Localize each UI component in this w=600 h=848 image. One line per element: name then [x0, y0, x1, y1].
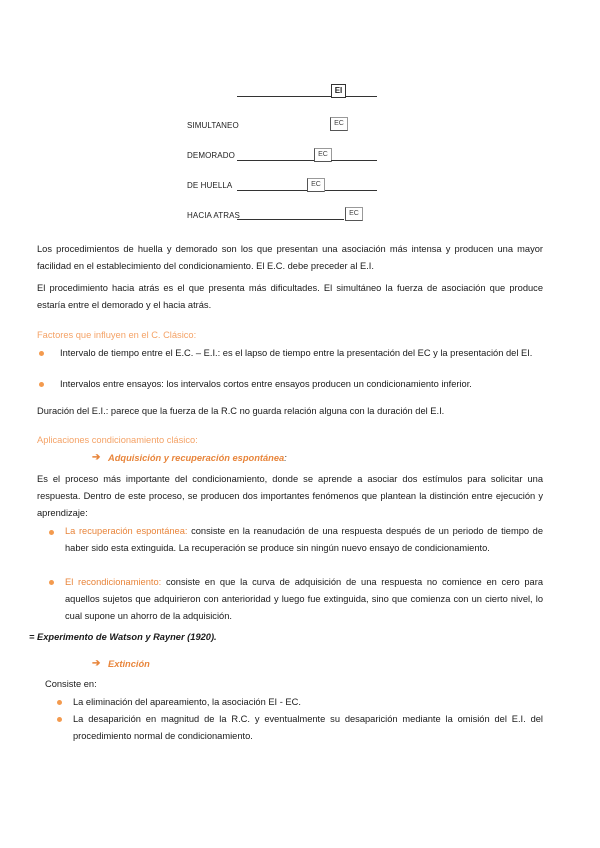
bullet-icon	[39, 351, 44, 356]
ei-timeline	[237, 96, 331, 97]
bullet-icon	[57, 700, 62, 705]
bullet-icon	[49, 530, 54, 535]
row-box-hacia-atras: EC	[345, 207, 363, 221]
paragraph-huella-demorado: Los procedimientos de huella y demorado son los que presentan una asociación más intensa y producen una mayor facilidad en el establecimiento del condicionamiento. El E.C. debe preceder al E.I.	[37, 244, 543, 271]
row-box-demorado: EC	[314, 148, 332, 162]
row-line-de-huella-tail	[325, 190, 377, 191]
extincion-item-desaparicion: La desaparición en magnitud de la R.C. y eventualmente su desaparición mediante la omisión del E.I. del procedimiento normal de condicionamiento.	[73, 714, 543, 741]
arrow-right-icon: ➔	[92, 452, 101, 463]
duration-paragraph: Duración del E.I.: parece que la fuerza de la R.C no guarda relación alguna con la duración del E.I.	[37, 406, 445, 416]
arrow-right-icon: ➔	[92, 658, 101, 669]
conditioning-timing-diagram	[0, 0, 600, 235]
ei-timeline-tail	[346, 96, 377, 97]
subheading-extincion: Extinción	[108, 659, 150, 669]
adquisicion-intro: Es el proceso más importante del condicionamiento, donde se aprende a asociar dos estímulos para solicitar una respuesta. Dentro de este proceso, se producen dos importantes fenómenos que plantean la distinción entre ejecución y aprendizaje:	[37, 474, 543, 518]
paragraph-hacia-atras: El procedimiento hacia atrás es el que presenta más dificultades. El simultáneo la fuerza de asociación que produce estaría entre el demorado y el hacia atrás.	[37, 283, 543, 310]
subheading-adquisicion-suffix: :	[284, 453, 287, 463]
factors-heading: Factores que influyen en el C. Clásico:	[37, 330, 197, 340]
bullet-icon	[57, 717, 62, 722]
text-recondicionamiento: consiste en que la curva de adquisición de una respuesta no comience en cero para aquellos sujetos que adquirieron con anterioridad y luego fue extinguida, sino que comienza con un cierto nivel, lo cual supone un ahorro de la adquisición.	[65, 577, 543, 621]
row-line-de-huella	[237, 190, 307, 191]
extincion-item-eliminacion: La eliminación del apareamiento, la asociación EI - EC.	[73, 697, 301, 707]
row-label-simultaneo: SIMULTANEO	[187, 121, 239, 130]
factor-item-intervalo: Intervalo de tiempo entre el E.C. – E.I.: es el lapso de tiempo entre la presentación del EC y la presentación del EI.	[60, 348, 533, 358]
row-line-demorado-tail	[331, 160, 377, 161]
term-recuperacion: La recuperación espontánea:	[65, 526, 188, 536]
subheading-adquisicion-text: Adquisición y recuperación espontánea	[108, 453, 285, 463]
factor-item-ensayos: Intervalos entre ensayos: los intervalos cortos entre ensayos producen un condicionamiento inferior.	[60, 379, 472, 389]
row-line-hacia-atras	[237, 219, 344, 220]
row-line-demorado	[237, 160, 314, 161]
item-recondicionamiento	[65, 574, 543, 625]
consiste-label: Consiste en:	[45, 679, 97, 689]
experiment-reference: = Experimento de Watson y Rayner (1920).	[29, 632, 217, 642]
row-label-hacia-atras: HACIA ATRAS	[187, 211, 240, 220]
row-box-simultaneo: EC	[330, 117, 348, 131]
term-recondicionamiento: El recondicionamiento:	[65, 577, 162, 587]
row-label-demorado: DEMORADO	[187, 151, 235, 160]
row-label-de-huella: DE HUELLA	[187, 181, 233, 190]
subheading-adquisicion	[108, 453, 287, 463]
bullet-icon	[49, 580, 54, 585]
bullet-icon	[39, 382, 44, 387]
item-recuperacion	[65, 523, 543, 557]
row-box-de-huella: EC	[307, 178, 325, 192]
ei-box: EI	[331, 84, 346, 98]
applications-heading: Aplicaciones condicionamiento clásico:	[37, 435, 198, 445]
text-recuperacion: consiste en la reanudación de una respuesta después de un periodo de tiempo de haber sido esta extinguida. La recuperación se produce sin ningún nuevo ensayo de condicionamiento.	[65, 526, 543, 553]
